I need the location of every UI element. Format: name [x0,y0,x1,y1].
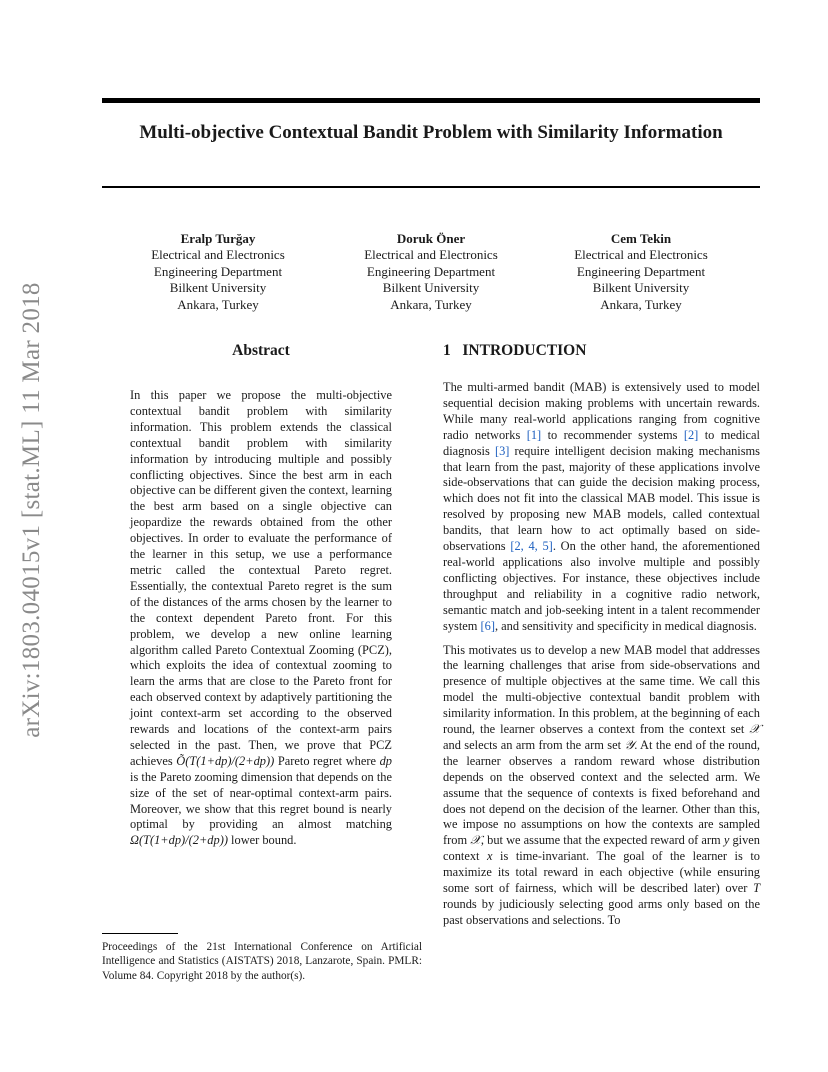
intro-text: require intelligent decision making mechanisms that learn from the past, majority of these applications involve side-observations that can guide the decision making process, which does not fit into the classical MAB model. This issue is resolved by proposing new MAB models, called contextual bandits, that learn how to act optimally based on side-observations [443,443,760,554]
author-affiliation: Engineering Department [576,263,706,279]
title-rule [102,186,760,188]
intro-text: to medical diagnosis [443,427,760,458]
author-affiliation: Electrical and Electronics [574,247,708,263]
abstract-text: lower bound. [227,833,297,848]
intro-text: The multi-armed bandit (MAB) is extensively used to model sequential decision making problems with uncertain rewards. While many real-world applications ranging from cognitive radio networks [443,380,760,442]
abstract-text: is the Pareto zooming dimension that depends on the size of the set of near-optimal context-arm pairs. Moreover, we show that this regret bound is nearly optimal by providing an almost matching [130,769,392,832]
regret-upper-bound: Õ(T(1+dp)/(2+dp)) [176,753,275,768]
author-affiliation: Engineering Department [153,263,283,279]
intro-text: , but we assume that the expected reward of arm [480,833,724,848]
footnote-rule [102,933,178,934]
author-affiliation: Ankara, Turkey [390,296,472,312]
intro-paragraph [443,643,760,929]
author-block [118,231,318,313]
abstract-text: Pareto regret where [274,753,380,768]
intro-text: is time-invariant. The goal of the learner is to maximize its total reward in each objective (while ensuring some sort of fairness, which will be described later) over [443,849,760,896]
arxiv-sidebar [10,270,54,750]
zooming-dimension: dp [379,753,392,768]
author-affiliation: Ankara, Turkey [600,296,682,312]
top-rule [102,98,760,103]
intro-text: . On the other hand, the aforementioned real-world applications also involve multiple and possibly conflicting objectives. For instance, these objectives include throughput and reliability in a cognitive radio network, semantic match and job-seeking intent in a talent recommender system [443,539,760,633]
context-set-symbol: 𝒳 [470,833,481,848]
context-symbol: x [487,849,493,864]
intro-text: and selects an arm from the arm set [443,737,625,752]
citation-link[interactable]: [6] [480,618,495,633]
abstract-body [130,388,392,849]
intro-text: This motivates us to develop a new MAB model that addresses the learning challenges that arise from side-observations and presence of multiple objectives at the same time. We call this model the multi-objective contextual bandit problem with similarity information. In this problem, at the beginning of each round, the learner observes a context from the context set [443,642,760,737]
author-affiliation: Bilkent University [592,280,690,296]
author-affiliation: Bilkent University [169,280,267,296]
intro-text: . At the end of the round, the learner observes a random reward whose distribution depends on the observed context and the selected arm. We assume that the sequence of contexts is fixed beforehand and does not depend on the decision of the learner. Other than this, we impose no assumptions on how the contexts are sampled from [443,737,760,848]
author-name: Doruk Öner [396,231,466,246]
intro-text: rounds by judiciously selecting good arms only based on the past observations and selections. To [443,897,760,927]
citation-link[interactable]: [3] [494,443,510,458]
rounds-symbol: T [753,881,760,896]
author-affiliation: Engineering Department [366,263,496,279]
author-affiliation: Ankara, Turkey [177,296,259,312]
arm-symbol: y [723,833,730,848]
author-name: Cem Tekin [610,231,672,246]
citation-link[interactable]: [2] [683,427,699,442]
introduction-body [443,380,760,929]
intro-text: , and sensitivity and specificity in medical diagnosis. [494,618,757,633]
intro-text: to recommender systems [541,427,684,442]
footnote: Proceedings of the 21st International Conference on Artificial Intelligence and Statistics (AISTATS) 2018, Lanzarote, Spain. PMLR: Volume 84. Copyright 2018 by the author(s). [102,941,422,982]
citation-link[interactable]: [1] [526,427,542,442]
citation-link[interactable]: [2, 4, 5] [510,539,553,554]
introduction-heading: 1 INTRODUCTION [443,342,587,359]
author-block [541,231,741,313]
context-set-symbol: 𝒳 [749,722,760,737]
author-affiliation: Bilkent University [382,280,480,296]
regret-lower-bound: Ω(T(1+dp)/(2+dp)) [130,833,228,848]
author-affiliation: Electrical and Electronics [151,247,285,263]
arm-set-symbol: 𝒴 [624,737,635,752]
intro-text: given context [443,833,760,864]
abstract-heading: Abstract [232,342,290,359]
abstract-text: In this paper we propose the multi-objective contextual bandit problem with similarity information. This problem extends the classical contextual bandit problem with similarity information by introducing multiple and possibly conflicting objectives. Since the best arm in each objective can be different given the context, learning the best arm based on a single objective can jeopardize the rewards obtained from the other objectives. In order to evaluate the performance of the learner in this setup, we use a performance metric called the contextual Pareto regret. Essentially, the contextual Pareto regret is the sum of the distances of the arms chosen by the learner to the context dependent Pareto front. For this problem, we develop a new online learning algorithm called Pareto Contextual Zooming (PCZ), which exploits the idea of contextual zooming to learn the arms that are close to the Pareto front for each observed context by adaptively partitioning the joint context-arm set according to the observed rewards and locations of the context-arm pairs selected in the past. Then, we prove that PCZ achieves [130,388,392,768]
author-name: Eralp Turğay [180,231,256,246]
author-affiliation: Electrical and Electronics [364,247,498,263]
intro-paragraph [443,380,760,635]
arxiv-identifier: arXiv:1803.04015v1 [stat.ML] 11 Mar 2018 [18,282,45,738]
paper-title: Multi-objective Contextual Bandit Problem with Similarity Information [139,122,723,143]
author-block [331,231,531,313]
